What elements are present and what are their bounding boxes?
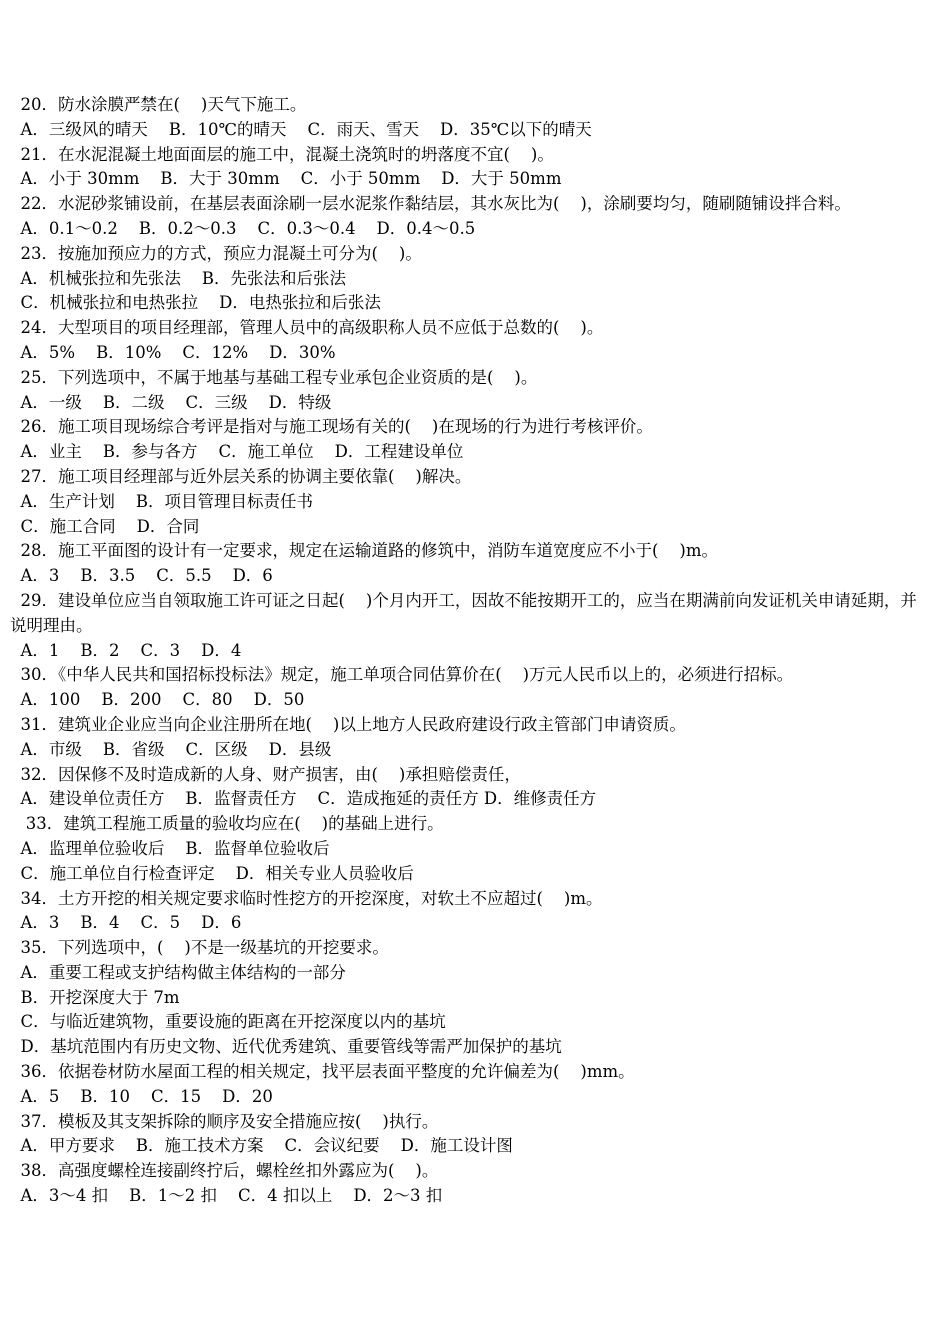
text-line: A．三级风的晴天 B．10℃的晴天 C．雨天、雪天 D．35℃以下的晴天	[10, 119, 592, 139]
text-line: 37．模板及其支架拆除的顺序及安全措施应按( )执行。	[10, 1111, 439, 1131]
text-line: 23．按施加预应力的方式，预应力混凝土可分为( )。	[10, 243, 422, 263]
text-line: 32．因保修不及时造成新的人身、财产损害，由( )承担赔偿责任，	[10, 764, 521, 784]
text-line: A．3 B．3.5 C．5.5 D．6	[10, 566, 273, 586]
text-line: A．0.1～0.2 B．0.2～0.3 C．0.3～0.4 D．0.4～0.5	[10, 218, 476, 238]
text-line: A．甲方要求 B．施工技术方案 C．会议纪要 D．施工设计图	[10, 1136, 513, 1156]
question-list	[10, 93, 920, 1209]
text-line: B．开挖深度大于 7m	[10, 987, 180, 1007]
text-line: A．机械张拉和先张法 B．先张法和后张法	[10, 268, 347, 288]
text-line: A．业主 B．参与各方 C．施工单位 D．工程建设单位	[10, 442, 464, 462]
text-line: 35．下列选项中，( )不是一级基坑的开挖要求。	[10, 938, 389, 958]
text-line: A．监理单位验收后 B．监督单位验收后	[10, 838, 330, 858]
text-line: A．小于 30mm B．大于 30mm C．小于 50mm D．大于 50mm	[10, 169, 562, 189]
text-line: A．5% B．10% C．12% D．30%	[10, 342, 336, 362]
text-line: A．重要工程或支护结构做主体结构的一部分	[10, 962, 346, 982]
text-line: 21．在水泥混凝土地面面层的施工中，混凝土浇筑时的坍落度不宜( )。	[10, 144, 554, 164]
text-line: 20．防水涂膜严禁在( )天气下施工。	[10, 95, 307, 114]
text-line: A．5 B．10 C．15 D．20	[10, 1086, 273, 1106]
text-line: 25．下列选项中，不属于地基与基础工程专业承包企业资质的是( )。	[10, 367, 538, 387]
text-line: C．机械张拉和电热张拉 D．电热张拉和后张法	[10, 293, 381, 313]
text-line: A．3～4 扣 B．1～2 扣 C．4 扣以上 D．2～3 扣	[10, 1186, 443, 1206]
text-line: C．与临近建筑物，重要设施的距离在开挖深度以内的基坑	[10, 1012, 446, 1032]
text-line: 33．建筑工程施工质量的验收均应在( )的基础上进行。	[10, 814, 444, 834]
text-line: 30．《中华人民共和国招标投标法》规定，施工单项合同估算价在( )万元人民币以上的，必须进行招标。	[10, 665, 794, 685]
text-line: 22．水泥砂浆铺设前，在基层表面涂刷一层水泥浆作黏结层，其水灰比为( )，涂刷要均匀，随刷随铺设拌合料。	[10, 194, 851, 214]
text-line: C．施工合同 D．合同	[10, 516, 200, 536]
text-line: C．施工单位自行检查评定 D．相关专业人员验收后	[10, 863, 414, 883]
text-line: 26．施工项目现场综合考评是指对与施工现场有关的( )在现场的行为进行考核评价。	[10, 417, 653, 437]
text-line: A．市级 B．省级 C．区级 D．县级	[10, 739, 332, 759]
text-line: 28．施工平面图的设计有一定要求，规定在运输道路的修筑中，消防车道宽度应不小于( )m。	[10, 541, 718, 561]
text-line: 24．大型项目的项目经理部，管理人员中的高级职称人员不应低于总数的( )。	[10, 318, 604, 338]
text-line: 27．施工项目经理部与近外层关系的协调主要依靠( )解决。	[10, 466, 472, 486]
text-line: A．一级 B．二级 C．三级 D．特级	[10, 392, 332, 412]
text-line: 36．依据卷材防水屋面工程的相关规定，找平层表面平整度的允许偏差为( )mm。	[10, 1062, 635, 1082]
text-line: 31．建筑业企业应当向企业注册所在地( )以上地方人民政府建设行政主管部门申请资质。	[10, 714, 686, 734]
text-line: A．建设单位责任方 B．监督责任方 C．造成拖延的责任方 D．维修责任方	[10, 789, 597, 809]
text-line: A．1 B．2 C．3 D．4	[10, 640, 242, 660]
text-line: 34．土方开挖的相关规定要求临时性挖方的开挖深度，对软土不应超过( )m。	[10, 888, 603, 908]
text-line: A．100 B．200 C．80 D．50	[10, 690, 305, 710]
text-line: D．基坑范围内有历史文物、近代优秀建筑、重要管线等需严加保护的基坑	[10, 1037, 562, 1057]
text-line: A．3 B．4 C．5 D．6	[10, 913, 242, 933]
text-line: 29．建设单位应当自领取施工许可证之日起( )个月内开工，因故不能按期开工的，应当在期满前向发证机关申请延期，并说明理由。	[10, 590, 917, 635]
text-line: 38．高强度螺栓连接副终拧后，螺栓丝扣外露应为( )。	[10, 1161, 439, 1181]
text-line: A．生产计划 B．项目管理目标责任书	[10, 491, 314, 511]
